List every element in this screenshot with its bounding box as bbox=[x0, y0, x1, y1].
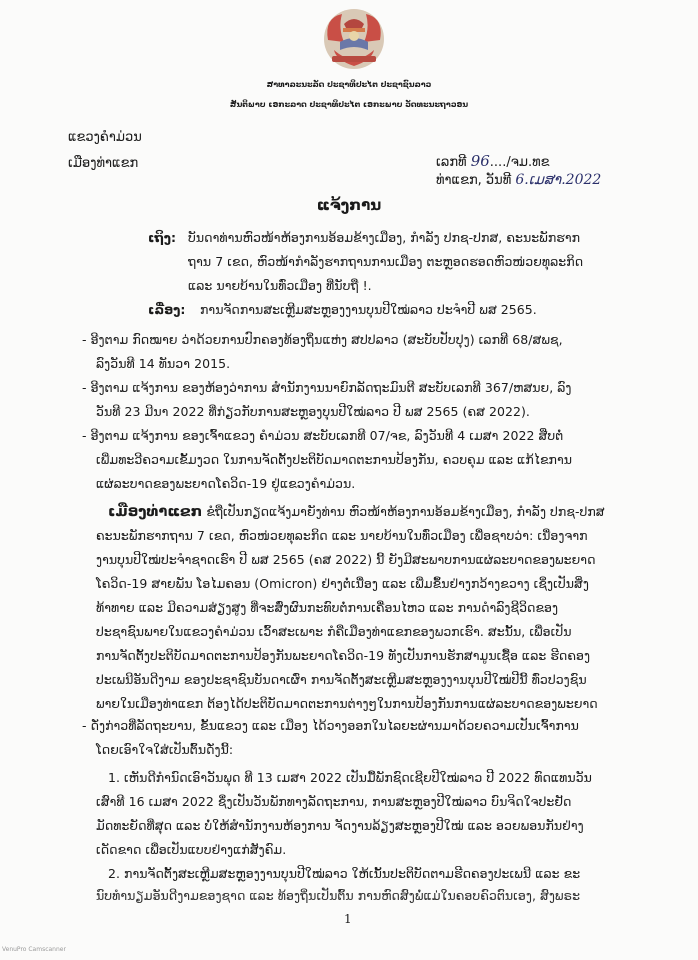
body-line: ຄະນະພັກຮາກຖານ 7 ເຂດ, ຫົວໜ່ວຍທຸລະກິດ ແລະ ນາຍບ້ານໃນທົ່ວເມືອງ ເພື່ອຊາບວ່າ: ເນື່ອງຈາກ bbox=[96, 528, 588, 543]
body-line: ໂຄວິດ-19 ສາຍພັນ ໂອໄມຄອນ (Omicron) ຢ່າງຕໍ່ເນື່ອງ ແລະ ເພີ່ມຂຶ້ນຢ່າງກວ້າງຂວາງ ເຊິ່ງເປັນສິ່ງ bbox=[96, 576, 589, 591]
body-line: ໂດຍເອົາໃຈໃສ່ເປັນຕົ້ນດັ່ງນີ້: bbox=[96, 742, 234, 757]
header-motto: ສັນຕິພາບ ເອກະລາດ ປະຊາທິປະໄຕ ເອກະພາບ ວັດທະນະຖາວອນ bbox=[229, 100, 469, 109]
reference-item: ເພີ່ມທະວີຄວາມເຂັ້ມງວດ ໃນການຈັດຕັ້ງປະຕິບັດມາດຕະການປ້ອງກັນ, ຄວບຄຸມ ແລະ ແກ້ໄຂການ bbox=[96, 452, 573, 467]
numbered-item: 1. ເຫັນດີກຳນົດເອົາວັນພຸດ ທີ 13 ເມສາ 2022 ເປັນມື້ພັກຊົດເຊີຍປີໃໝ່ລາວ ປີ 2022 ທົດແທນວັນ bbox=[108, 770, 592, 785]
body-line: - ດັ່ງກ່າວທີ່ລັດຖະບານ, ຂັ້ນແຂວງ ແລະ ເມືອງ ໄດ້ວາງອອກໃນໄລຍະຜ່ານມາດ້ວຍຄວາມເປັນເຈົ້າການ bbox=[82, 718, 579, 733]
subject-label: ເລື່ອງ: bbox=[148, 302, 186, 317]
place-date-label: ທ່າແຂກ, ວັນທີ bbox=[436, 173, 512, 188]
document-title: ແຈ້ງການ bbox=[316, 196, 382, 214]
numbered-item: 2. ການຈັດຕັ້ງສະເຫຼີມສະຫຼອງງານບຸນປີໃໝ່ລາວ ໃຫ້ເນັ້ນປະຕິບັດຕາມຮີດຄອງປະເພນີ ແລະ ຂະ bbox=[108, 866, 581, 881]
body-line: ປະຊາຊົນພາຍໃນແຂວງຄຳມ່ວນ ເວົ້າສະເພາະ ກໍຄືເມືອງທ່າແຂກຂອງພວກເຮົາ. ສະນັ້ນ, ເພື່ອເປັນ bbox=[96, 624, 572, 639]
reference-number-label: ເລກທີ bbox=[436, 155, 467, 170]
reference-item: - ອີງຕາມ ແຈ້ງການ ຂອງເຈົ້າແຂວງ ຄຳມ່ວນ ສະບັບເລກທີ 07/ຈຂ, ລົງວັນທີ 4 ເມສາ 2022 ສືບຕໍ່ bbox=[82, 428, 564, 443]
reference-date bbox=[436, 172, 601, 188]
to-line: ບັນດາທ່ານຫົວໜ້າຫ້ອງການອ້ອມຂ້າງເມືອງ, ກຳລັງ ປກຊ-ປກສ, ຄະນະພັກຮາກ bbox=[188, 230, 581, 245]
province-label: ແຂວງຄຳມ່ວນ bbox=[68, 130, 142, 145]
body-line: ປະເພນີອັນດີງາມ ຂອງປະຊາຊົນບັນດາເຜົ່າ ການຈັດຕັ້ງສະເຫຼີມສະຫຼອງງານບຸນປີໃໝ່ປີນີ້ ທົ່ວປວງຊົນ bbox=[96, 672, 587, 687]
district-label: ເມືອງທ່າແຂກ bbox=[68, 156, 139, 171]
reference-item: ລົງວັນທີ 14 ທັນວາ 2015. bbox=[96, 356, 231, 371]
national-emblem-icon bbox=[318, 6, 390, 72]
body-line: ງານບຸນປີໃໝ່ປະຈຳຊາດເຮົາ ປີ ພສ 2565 (ຄສ 2022) ນີ້ ຍັງມີສະພາບການແຜ່ລະບາດຂອງພະຍາດ bbox=[96, 552, 596, 567]
scanner-watermark: VenuPro Camscanner bbox=[2, 946, 66, 953]
numbered-item: ເສົາທີ 16 ເມສາ 2022 ຊຶ່ງເປັນວັນພັກທາງລັດຖະການ, ການສະຫຼອງປີໃໝ່ລາວ ບົນຈິດໃຈປະຢັດ bbox=[96, 794, 572, 809]
reference-item: ວັນທີ 23 ມີນາ 2022 ທີ່ກ່ຽວກັບການສະຫຼອງບຸນປີໃໝ່ລາວ ປີ ພສ 2565 (ຄສ 2022). bbox=[96, 404, 530, 419]
numbered-item: ມັດທະຍັດທີ່ສຸດ ແລະ ບໍ່ໃຫ້ສຳນັກງານຫ້ອງການ ຈັດງານລ້ຽງສະຫຼອງປີໃໝ່ ແລະ ອວຍພອນກັນຢ່າງ bbox=[96, 818, 584, 833]
reference-number bbox=[436, 152, 550, 170]
reference-item: ແຜ່ລະບາດຂອງພະຍາດໂຄວິດ-19 ຢູ່ແຂວງຄຳມ່ວນ. bbox=[96, 476, 356, 491]
reference-number-value: 96 bbox=[470, 152, 490, 170]
page-number: 1 bbox=[344, 912, 352, 926]
numbered-item: ເດັດຂາດ ເພື່ອເປັນແບບຢ່າງແກ່ສັງຄົມ. bbox=[96, 842, 287, 857]
numbered-item: ນົບທຳນຽມອັນດີງາມຂອງຊາດ ແລະ ທ້ອງຖິ່ນເປັນຕົ້ນ ການຫົດສົງພໍ່ແມ່ໃນຄອບຄົວຕົນເອງ, ສົງພຣະ bbox=[96, 888, 581, 903]
subject-text: ການຈັດການສະເຫຼີມສະຫຼອງງານບຸນປີໃໝ່ລາວ ປະຈຳປີ ພສ 2565. bbox=[200, 302, 537, 317]
reference-item: - ອີງຕາມ ກົດໝາຍ ວ່າດ້ວຍການປົກຄອງທ້ອງຖິ່ນແຫ່ງ ສປປລາວ (ສະບັບປັບປຸງ) ເລກທີ 68/ສພຊ, bbox=[82, 332, 563, 347]
body-first-line: ຂໍຖືເປັນກຽດແຈ້ງມາຍັງທ່ານ ຫົວໜ້າຫ້ອງການອ້ອມຂ້າງເມືອງ, ກຳລັງ ປກຊ-ປກສ bbox=[202, 504, 605, 519]
reference-number-suffix: ..../ຈມ.ທຂ bbox=[489, 155, 550, 170]
to-line: ຖານ 7 ເຂດ, ຫົວໜ້າກຳລັງຮາກຖານການເມືອງ ຕະຫຼອດຮອດຫົວໜ່ວຍທຸລະກິດ bbox=[188, 254, 584, 269]
to-line: ແລະ ນາຍບ້ານໃນທົ່ວເມືອງ ທີ່ນັບຖື !. bbox=[188, 278, 372, 293]
body-paragraph-first-line bbox=[108, 504, 605, 520]
header-republic-name: ສາທາລະນະລັດ ປະຊາທິປະໄຕ ປະຊາຊົນລາວ bbox=[266, 80, 432, 89]
body-line: ພາຍໃນເມືອງທ່າແຂກ ຕ້ອງໄດ້ປະຕິບັດມາດຕະການຕ່າງໆໃນການປ້ອງກັນການແຜ່ລະບາດຂອງພະຍາດ bbox=[96, 696, 598, 711]
body-line: ທ້າທາຍ ແລະ ມີຄວາມສ່ຽງສູງ ທີ່ຈະສົ່ງຜົນກະທົບຕໍ່ການເຄື່ອນໄຫວ ແລະ ການດຳລົງຊີວິດຂອງ bbox=[96, 600, 559, 615]
reference-item: - ອີງຕາມ ແຈ້ງການ ຂອງຫ້ອງວ່າການ ສຳນັກງານນາຍົກລັດຖະມົນຕີ ສະບັບເລກທີ 367/ຫສນຍ, ລົງ bbox=[82, 380, 572, 395]
body-line: ການຈັດຕັ້ງປະຕິບັດມາດຕະການປ້ອງກັນພະຍາດໂຄວິດ-19 ທັງເປັນການຮັກສາມູນເຊື້ອ ແລະ ຮີດຄອງ bbox=[96, 648, 591, 663]
body-lead: ເມືອງທ່າແຂກ bbox=[108, 504, 203, 520]
date-value: 6.ເມສາ.2022 bbox=[515, 172, 602, 188]
to-label: ເຖິງ: bbox=[148, 230, 177, 245]
